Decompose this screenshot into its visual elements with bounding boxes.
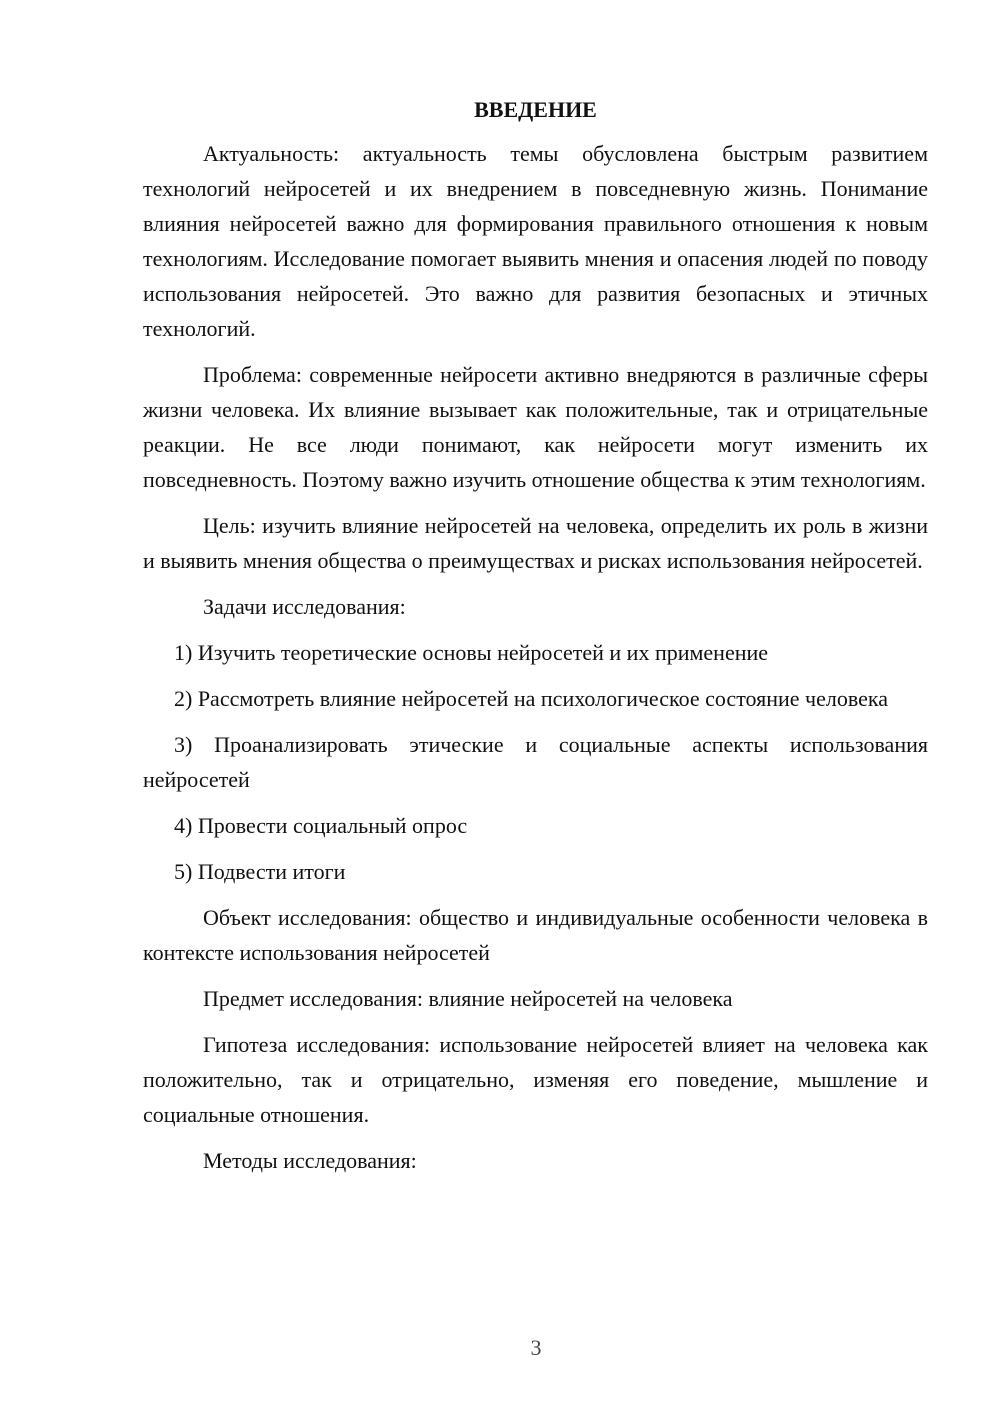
document-body bbox=[143, 96, 928, 1178]
object-paragraph: Объект исследования: общество и индивидуальные особенности человека в контексте использования нейросетей bbox=[143, 905, 928, 965]
task-item: 3) Проанализировать этические и социальные аспекты использования нейросетей bbox=[143, 732, 928, 792]
methods-heading: Методы исследования: bbox=[203, 1148, 417, 1173]
hypothesis-paragraph: Гипотеза исследования: использование нейросетей влияет на человека как положительно, так и отрицательно, изменяя его поведение, мышление и социальные отношения. bbox=[143, 1032, 928, 1127]
page-number: 3 bbox=[530, 1335, 542, 1360]
relevance-paragraph: Актуальность: актуальность темы обусловлена быстрым развитием технологий нейросетей и их внедрением в повседневную жизнь. Понимание влияния нейросетей важно для формирования правильного отношения к новым технологиям. Исследование помогает выявить мнения и опасения людей по поводу использования нейросетей. Это важно для развития безопасных и этичных технологий. bbox=[143, 141, 928, 341]
task-item: 5) Подвести итоги bbox=[174, 859, 346, 884]
subject-paragraph: Предмет исследования: влияние нейросетей на человека bbox=[203, 986, 733, 1011]
task-item: 1) Изучить теоретические основы нейросетей и их применение bbox=[174, 640, 769, 665]
task-item: 2) Рассмотреть влияние нейросетей на психологическое состояние человека bbox=[174, 686, 888, 711]
section-title: ВВЕДЕНИЕ bbox=[474, 97, 597, 122]
goal-paragraph: Цель: изучить влияние нейросетей на человека, определить их роль в жизни и выявить мнения общества о преимуществах и рисках использования нейросетей. bbox=[143, 513, 928, 573]
task-item: 4) Провести социальный опрос bbox=[174, 813, 468, 838]
problem-paragraph: Проблема: современные нейросети активно внедряются в различные сферы жизни человека. Их влияние вызывает как положительные, так и отрицательные реакции. Не все люди понимают, как нейросети могут изменить их повседневность. Поэтому важно изучить отношение общества к этим технологиям. bbox=[143, 362, 928, 492]
tasks-heading: Задачи исследования: bbox=[203, 594, 406, 619]
